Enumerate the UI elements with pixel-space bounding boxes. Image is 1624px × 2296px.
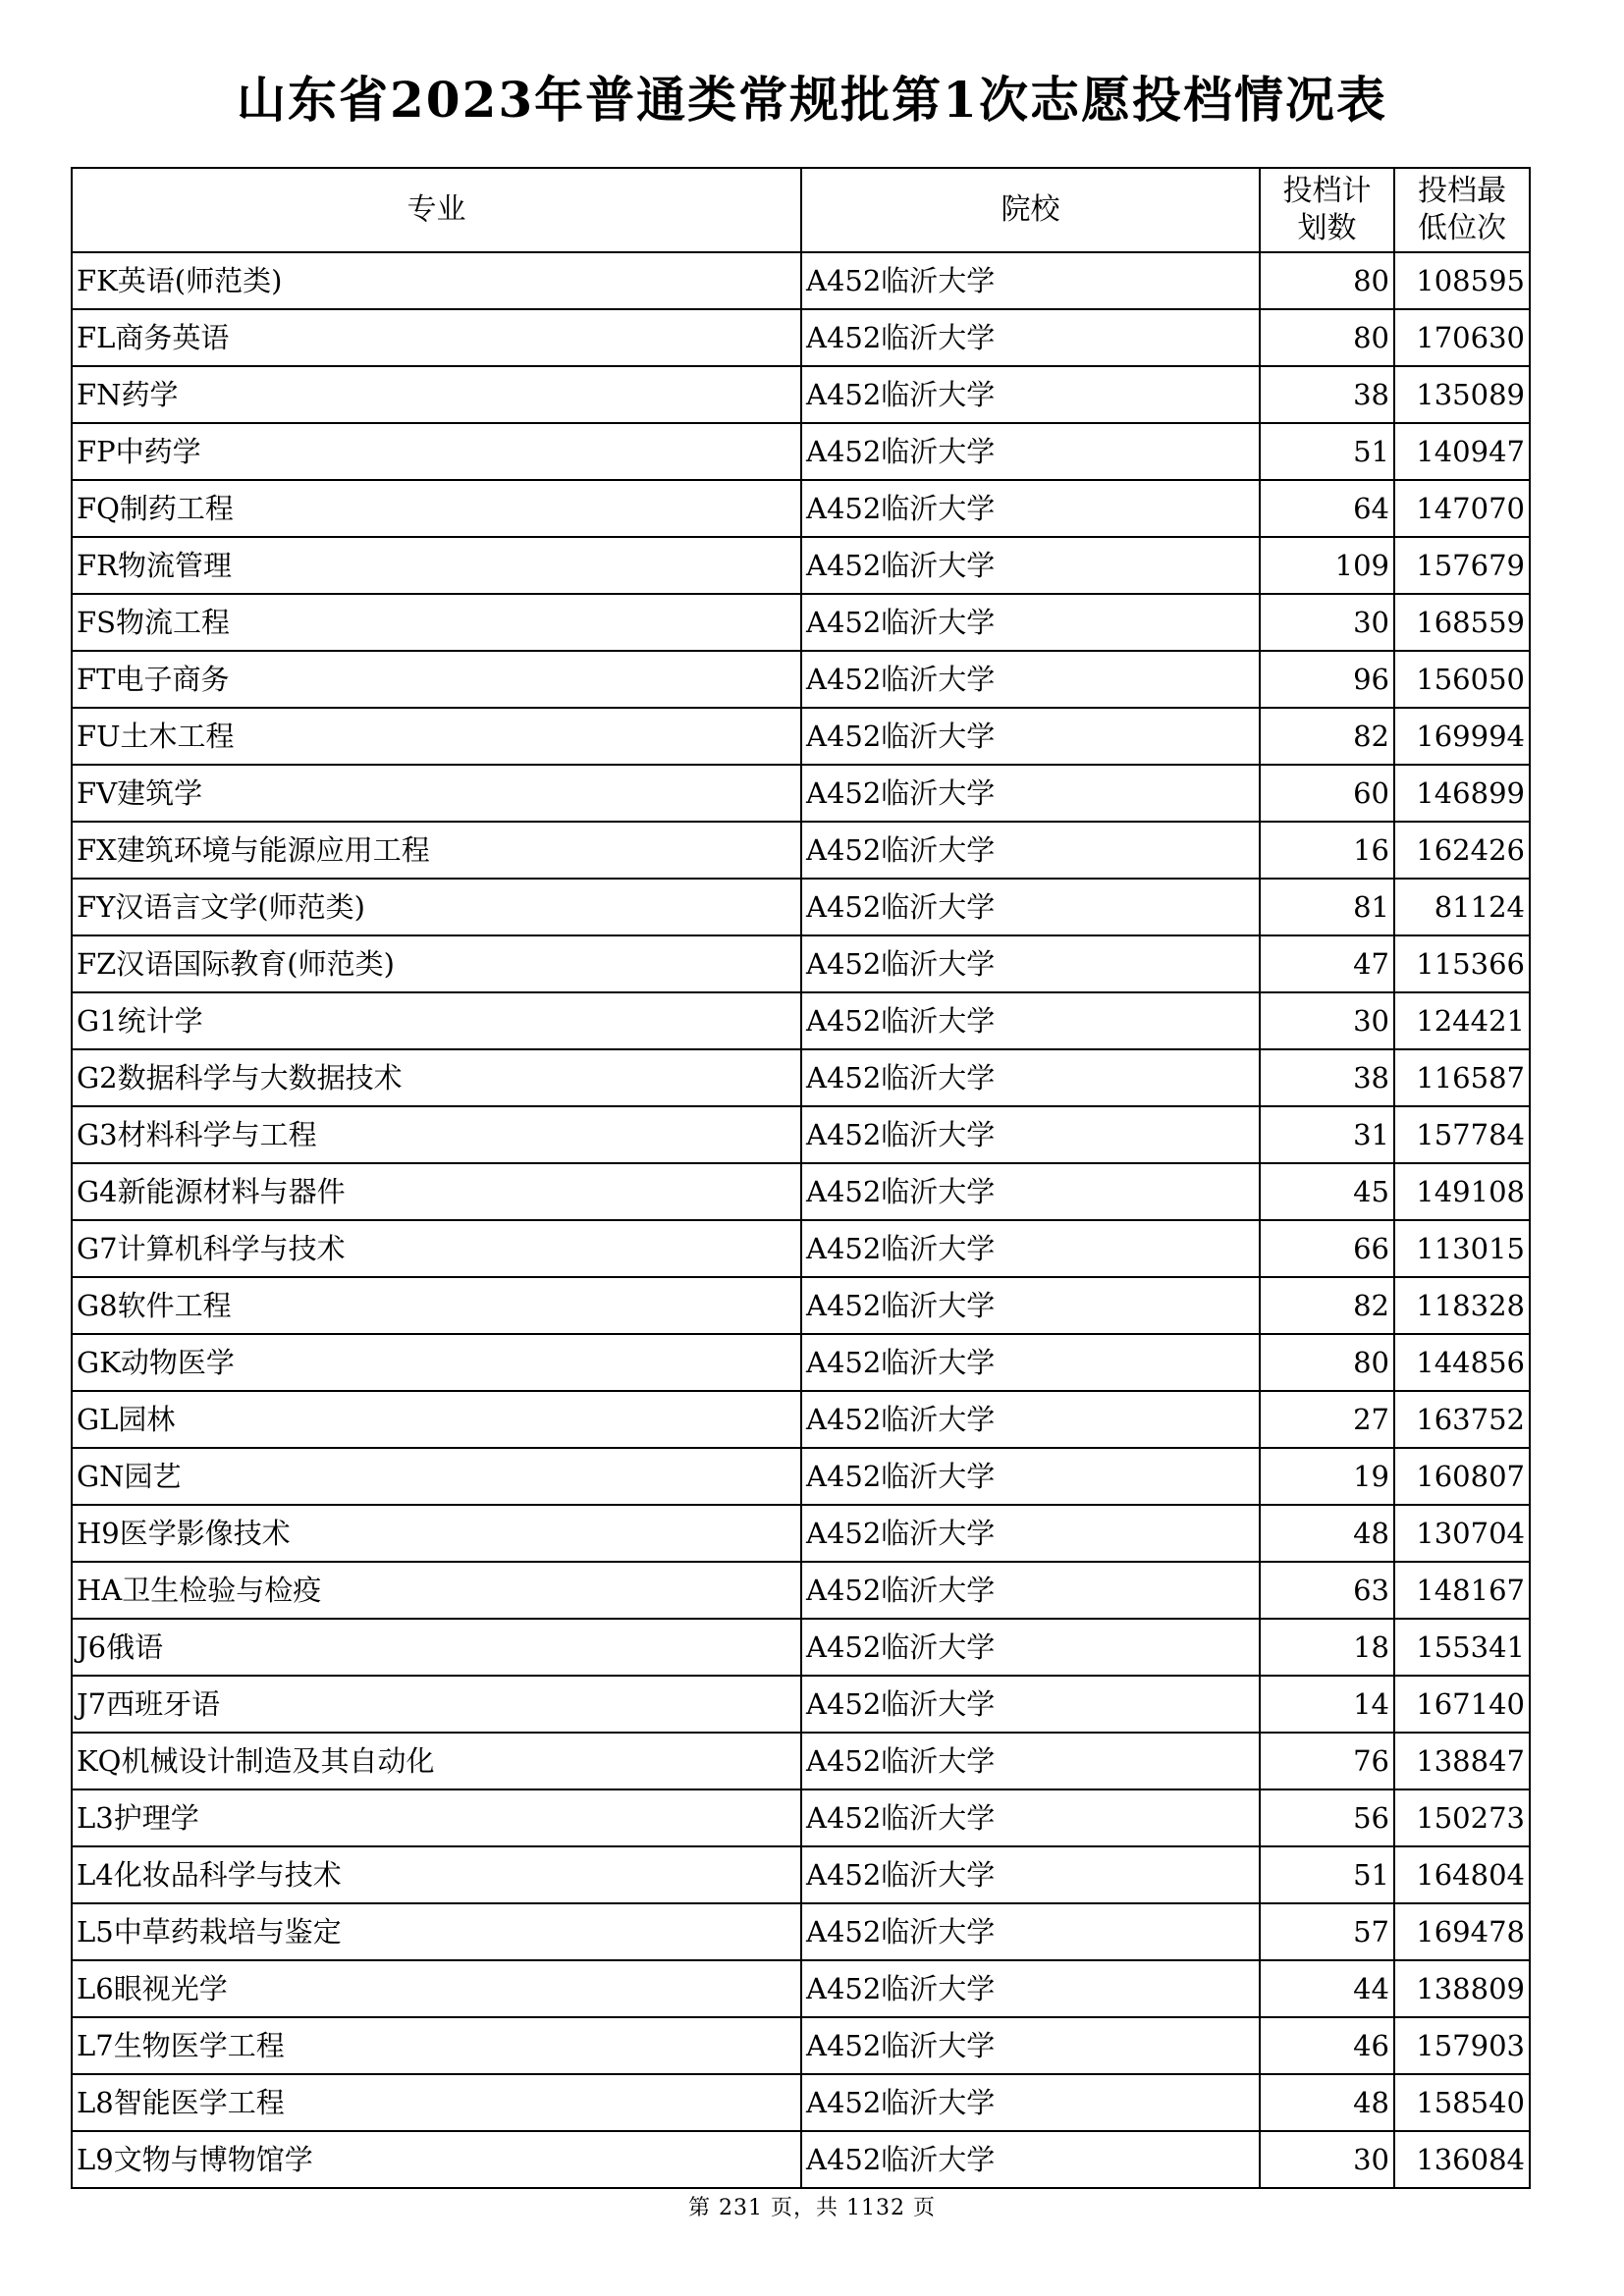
table-row [72,1049,1530,1106]
cell-plan: 47 [1260,935,1394,992]
cell-min-rank: 136084 [1394,2131,1530,2188]
table-row [72,1106,1530,1163]
cell-major: J7西班牙语 [72,1676,801,1733]
cell-min-rank: 150273 [1394,1789,1530,1846]
cell-min-rank: 157784 [1394,1106,1530,1163]
cell-major: HA卫生检验与检疫 [72,1562,801,1619]
cell-min-rank: 158540 [1394,2074,1530,2131]
header-plan-line1: 投档计 [1282,174,1372,208]
cell-min-rank: 164804 [1394,1846,1530,1903]
cell-major: FZ汉语国际教育(师范类) [72,935,801,992]
cell-major: FQ制药工程 [72,480,801,537]
cell-plan: 80 [1260,309,1394,366]
cell-min-rank: 138809 [1394,1960,1530,2017]
table-row [72,480,1530,537]
cell-school: A452临沂大学 [801,708,1260,765]
cell-school: A452临沂大学 [801,1505,1260,1562]
cell-major: L4化妆品科学与技术 [72,1846,801,1903]
cell-school: A452临沂大学 [801,252,1260,309]
cell-major: FT电子商务 [72,651,801,708]
cell-major: G4新能源材料与器件 [72,1163,801,1220]
cell-min-rank: 146899 [1394,765,1530,822]
cell-school: A452临沂大学 [801,1789,1260,1846]
cell-major: FU土木工程 [72,708,801,765]
cell-plan: 80 [1260,1334,1394,1391]
table-row [72,1505,1530,1562]
cell-school: A452临沂大学 [801,765,1260,822]
cell-min-rank: 140947 [1394,423,1530,480]
cell-min-rank: 115366 [1394,935,1530,992]
cell-major: FN药学 [72,366,801,423]
table-row [72,765,1530,822]
cell-plan: 45 [1260,1163,1394,1220]
table-row [72,1334,1530,1391]
table-row [72,594,1530,651]
cell-plan: 56 [1260,1789,1394,1846]
cell-school: A452临沂大学 [801,1733,1260,1789]
table-row [72,992,1530,1049]
cell-school: A452临沂大学 [801,594,1260,651]
table-row [72,309,1530,366]
cell-plan: 66 [1260,1220,1394,1277]
cell-min-rank: 163752 [1394,1391,1530,1448]
cell-min-rank: 138847 [1394,1733,1530,1789]
cell-plan: 109 [1260,537,1394,594]
cell-plan: 31 [1260,1106,1394,1163]
cell-school: A452临沂大学 [801,935,1260,992]
cell-major: FR物流管理 [72,537,801,594]
cell-plan: 96 [1260,651,1394,708]
cell-min-rank: 130704 [1394,1505,1530,1562]
cell-major: L5中草药栽培与鉴定 [72,1903,801,1960]
table-row [72,1163,1530,1220]
cell-plan: 82 [1260,708,1394,765]
table-row [72,1448,1530,1505]
cell-major: GL园林 [72,1391,801,1448]
cell-major: J6俄语 [72,1619,801,1676]
cell-major: G2数据科学与大数据技术 [72,1049,801,1106]
cell-school: A452临沂大学 [801,1334,1260,1391]
cell-school: A452临沂大学 [801,2074,1260,2131]
cell-school: A452临沂大学 [801,1903,1260,1960]
cell-plan: 48 [1260,1505,1394,1562]
header-rank-line1: 投档最 [1418,174,1506,208]
table-row [72,651,1530,708]
cell-plan: 16 [1260,822,1394,879]
cell-school: A452临沂大学 [801,1562,1260,1619]
cell-school: A452临沂大学 [801,1448,1260,1505]
cell-school: A452临沂大学 [801,992,1260,1049]
cell-plan: 60 [1260,765,1394,822]
cell-school: A452临沂大学 [801,879,1260,935]
cell-plan: 81 [1260,879,1394,935]
cell-school: A452临沂大学 [801,537,1260,594]
cell-major: FK英语(师范类) [72,252,801,309]
cell-plan: 76 [1260,1733,1394,1789]
cell-min-rank: 168559 [1394,594,1530,651]
cell-min-rank: 147070 [1394,480,1530,537]
cell-school: A452临沂大学 [801,309,1260,366]
cell-min-rank: 156050 [1394,651,1530,708]
cell-min-rank: 116587 [1394,1049,1530,1106]
header-school: 院校 [801,168,1260,252]
cell-major: L9文物与博物馆学 [72,2131,801,2188]
cell-school: A452临沂大学 [801,1846,1260,1903]
cell-school: A452临沂大学 [801,1049,1260,1106]
table-row [72,1903,1530,1960]
cell-plan: 51 [1260,1846,1394,1903]
table-row [72,1277,1530,1334]
table-body [72,252,1530,2188]
cell-plan: 18 [1260,1619,1394,1676]
table-header-row [72,168,1530,252]
cell-min-rank: 162426 [1394,822,1530,879]
cell-min-rank: 169994 [1394,708,1530,765]
cell-plan: 27 [1260,1391,1394,1448]
cell-school: A452临沂大学 [801,651,1260,708]
table-row [72,879,1530,935]
cell-plan: 44 [1260,1960,1394,2017]
table-row [72,2017,1530,2074]
table-row [72,1619,1530,1676]
cell-plan: 30 [1260,594,1394,651]
cell-plan: 80 [1260,252,1394,309]
cell-plan: 64 [1260,480,1394,537]
cell-major: L6眼视光学 [72,1960,801,2017]
cell-major: L7生物医学工程 [72,2017,801,2074]
cell-min-rank: 113015 [1394,1220,1530,1277]
cell-school: A452临沂大学 [801,480,1260,537]
cell-plan: 82 [1260,1277,1394,1334]
cell-school: A452临沂大学 [801,1391,1260,1448]
table-row [72,822,1530,879]
table-row [72,2074,1530,2131]
cell-plan: 57 [1260,1903,1394,1960]
admission-table-container [71,167,1529,2189]
table-row [72,1846,1530,1903]
table-row [72,1789,1530,1846]
cell-major: FY汉语言文学(师范类) [72,879,801,935]
cell-plan: 46 [1260,2017,1394,2074]
cell-plan: 48 [1260,2074,1394,2131]
cell-school: A452临沂大学 [801,1220,1260,1277]
cell-min-rank: 108595 [1394,252,1530,309]
cell-school: A452临沂大学 [801,1619,1260,1676]
table-row [72,1960,1530,2017]
cell-major: G1统计学 [72,992,801,1049]
cell-major: L3护理学 [72,1789,801,1846]
cell-school: A452临沂大学 [801,1676,1260,1733]
cell-school: A452临沂大学 [801,366,1260,423]
table-row [72,708,1530,765]
table-row [72,1220,1530,1277]
header-rank-line2: 低位次 [1418,211,1506,245]
table-row [72,1733,1530,1789]
table-row [72,2131,1530,2188]
header-major: 专业 [72,168,801,252]
cell-school: A452临沂大学 [801,1277,1260,1334]
cell-min-rank: 157903 [1394,2017,1530,2074]
cell-plan: 38 [1260,1049,1394,1106]
cell-major: FP中药学 [72,423,801,480]
cell-major: FL商务英语 [72,309,801,366]
header-min-rank [1394,168,1530,252]
table-row [72,935,1530,992]
cell-min-rank: 149108 [1394,1163,1530,1220]
cell-major: FS物流工程 [72,594,801,651]
cell-min-rank: 155341 [1394,1619,1530,1676]
cell-school: A452临沂大学 [801,1960,1260,2017]
cell-school: A452临沂大学 [801,423,1260,480]
cell-major: KQ机械设计制造及其自动化 [72,1733,801,1789]
cell-min-rank: 167140 [1394,1676,1530,1733]
header-plan-line2: 划数 [1297,211,1357,245]
cell-plan: 63 [1260,1562,1394,1619]
header-plan [1260,168,1394,252]
cell-major: GN园艺 [72,1448,801,1505]
cell-major: FV建筑学 [72,765,801,822]
cell-min-rank: 135089 [1394,366,1530,423]
cell-school: A452临沂大学 [801,1106,1260,1163]
cell-min-rank: 144856 [1394,1334,1530,1391]
cell-min-rank: 170630 [1394,309,1530,366]
cell-school: A452临沂大学 [801,2017,1260,2074]
cell-major: G3材料科学与工程 [72,1106,801,1163]
table-row [72,537,1530,594]
cell-school: A452临沂大学 [801,2131,1260,2188]
cell-plan: 30 [1260,992,1394,1049]
table-row [72,1391,1530,1448]
cell-plan: 38 [1260,366,1394,423]
cell-plan: 14 [1260,1676,1394,1733]
cell-major: FX建筑环境与能源应用工程 [72,822,801,879]
table-row [72,252,1530,309]
admission-table [71,167,1531,2189]
cell-min-rank: 169478 [1394,1903,1530,1960]
cell-major: G8软件工程 [72,1277,801,1334]
cell-min-rank: 118328 [1394,1277,1530,1334]
cell-min-rank: 124421 [1394,992,1530,1049]
table-row [72,423,1530,480]
cell-plan: 19 [1260,1448,1394,1505]
cell-plan: 51 [1260,423,1394,480]
table-row [72,366,1530,423]
cell-min-rank: 81124 [1394,879,1530,935]
cell-major: G7计算机科学与技术 [72,1220,801,1277]
cell-plan: 30 [1260,2131,1394,2188]
cell-min-rank: 148167 [1394,1562,1530,1619]
page-footer: 第 231 页，共 1132 页 [688,2196,936,2220]
table-row [72,1676,1530,1733]
cell-school: A452临沂大学 [801,822,1260,879]
cell-major: L8智能医学工程 [72,2074,801,2131]
cell-min-rank: 157679 [1394,537,1530,594]
cell-major: GK动物医学 [72,1334,801,1391]
table-row [72,1562,1530,1619]
page-title: 山东省2023年普通类常规批第1次志愿投档情况表 [237,71,1387,129]
cell-min-rank: 160807 [1394,1448,1530,1505]
cell-major: H9医学影像技术 [72,1505,801,1562]
cell-school: A452临沂大学 [801,1163,1260,1220]
